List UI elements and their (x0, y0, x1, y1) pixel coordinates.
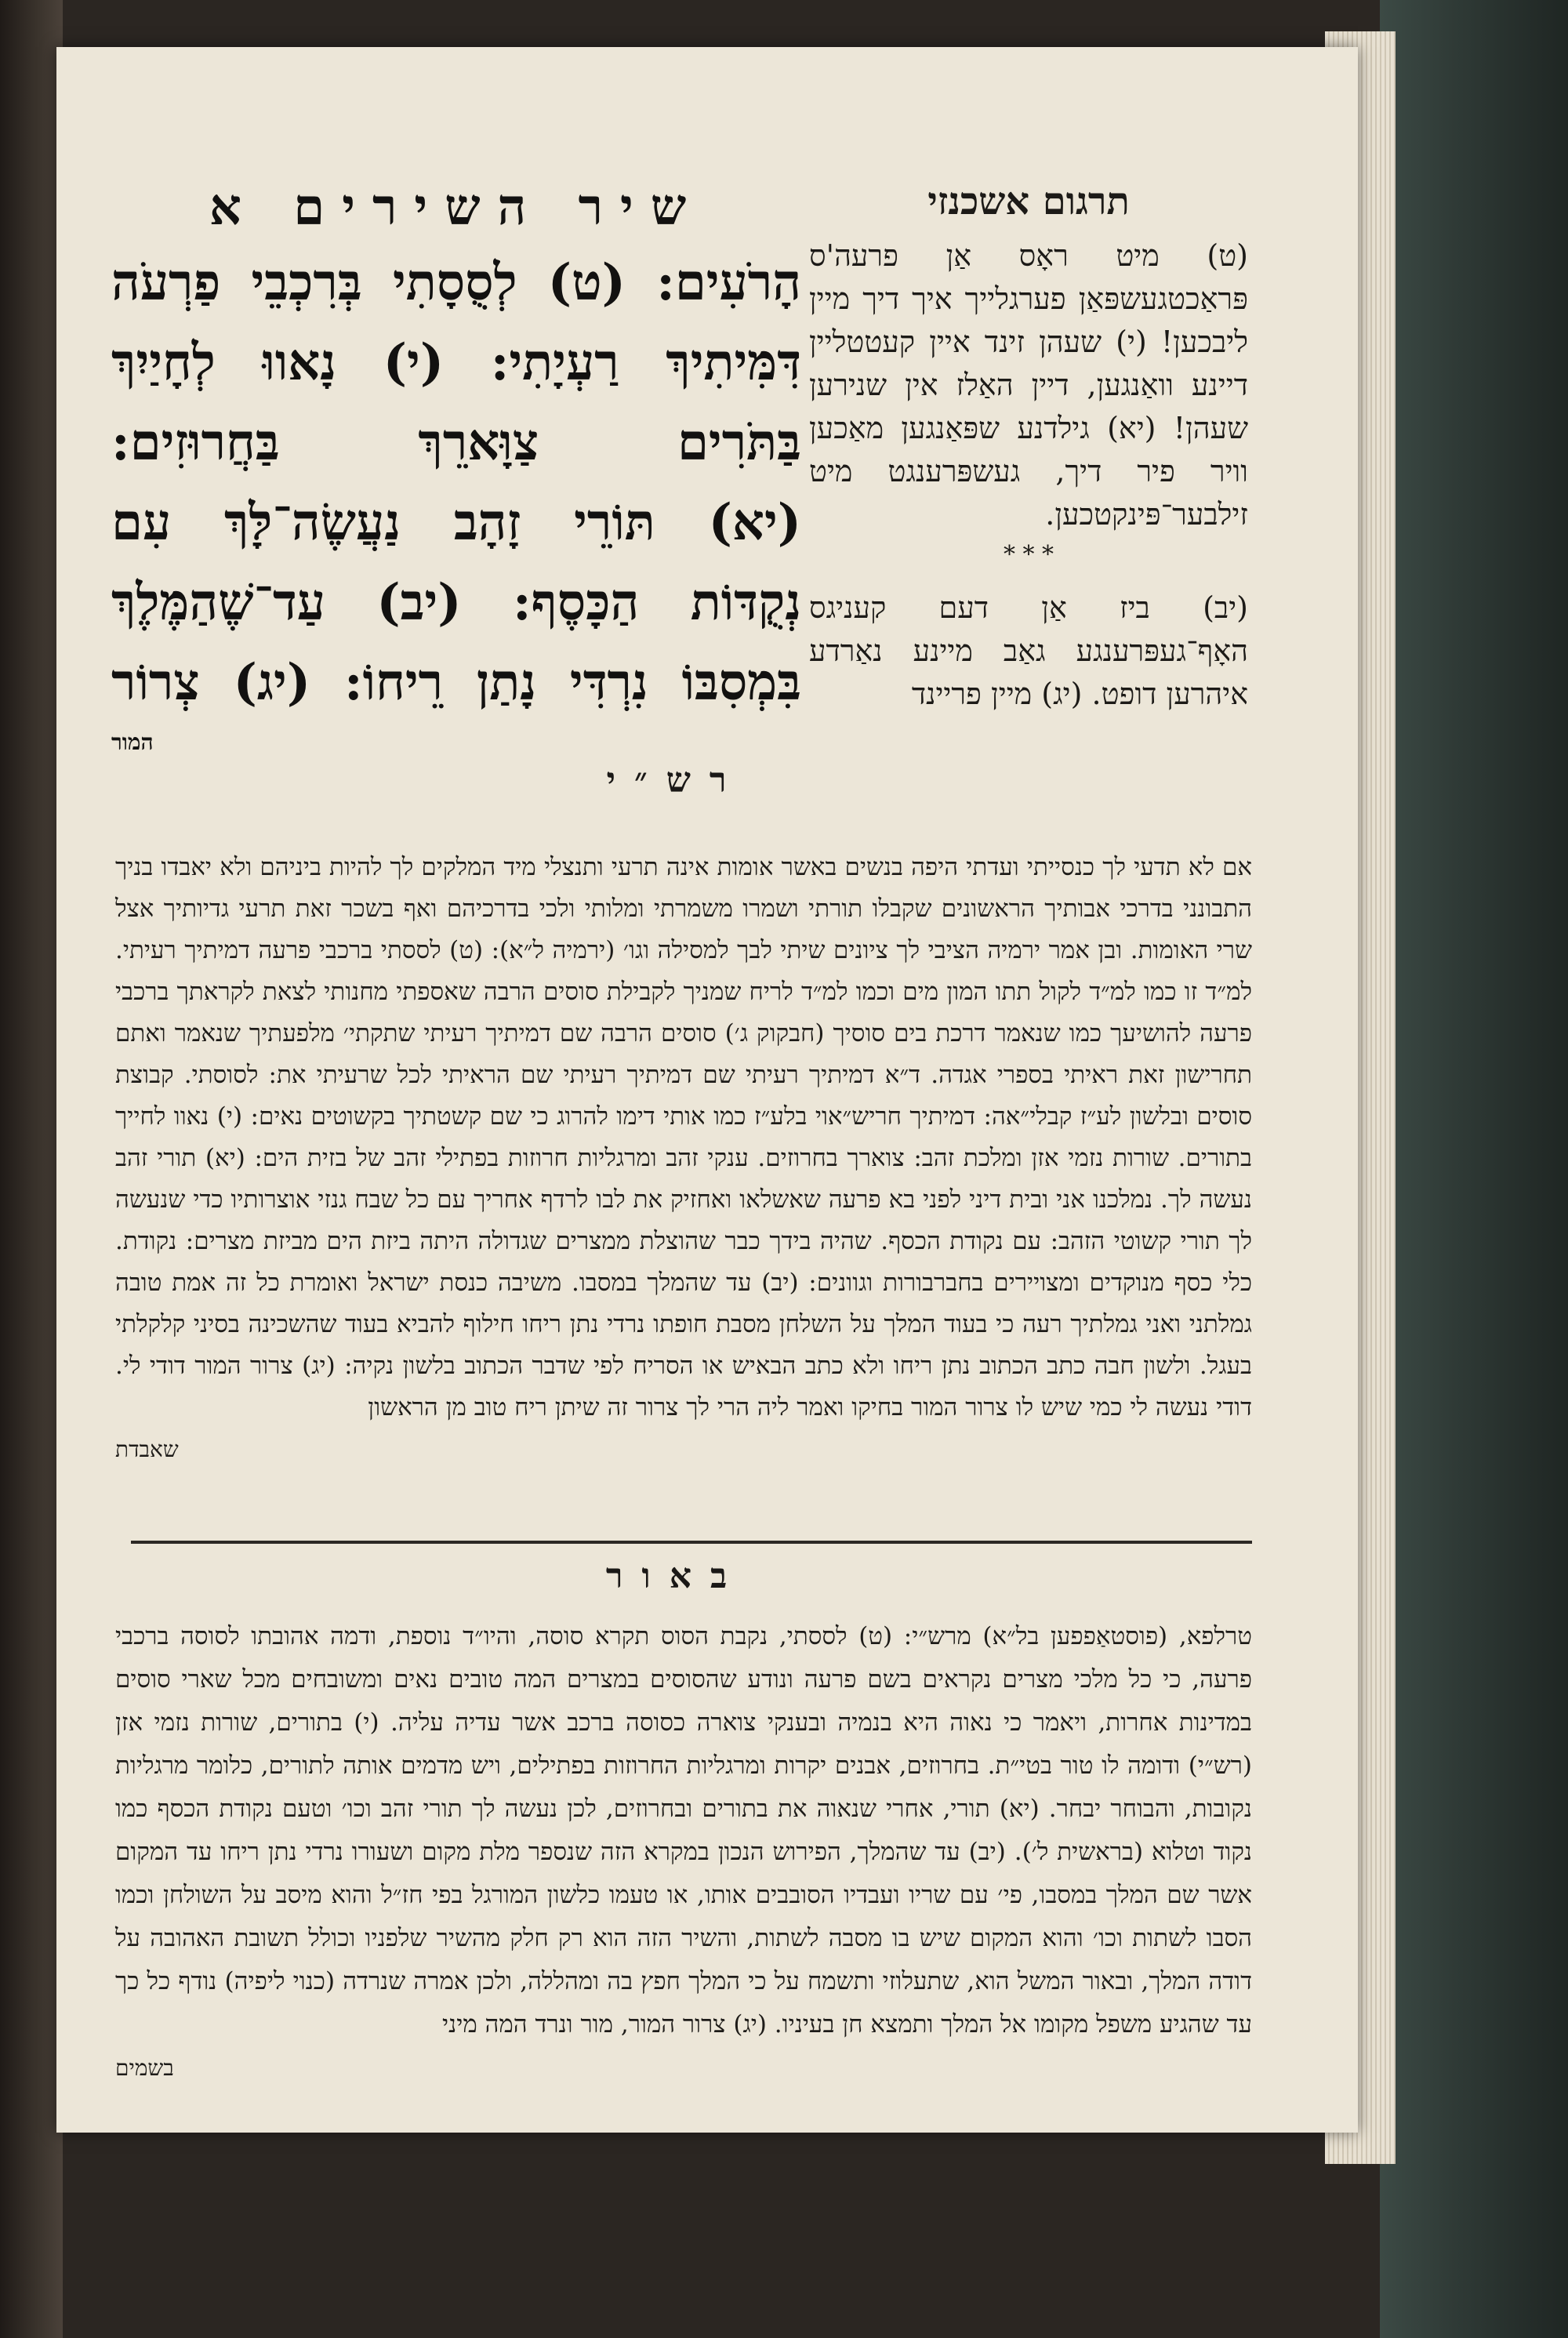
scripture-line: בִּמְסִבּוֹ נִרְדִּי נָתַן רֵיחוֹ: (יג) צְרוֹר (111, 653, 801, 712)
targum-paragraph: (ט) מיט ראָס אַן פרעה'ס פּראַכטגעשפּאַן פערגלייך איך דיך מיין ליבכען! (י) שעהן זינד איין קעטטליין דיינע וואַנגען, דיין האַלז אין שנירען שעהן! (יא) גילדנע שפּאַנגען מאַכען וויר פיר דיך, געשפּרענגט מיט זילבער־פּינקטכען. (809, 238, 1248, 532)
biur-commentary (115, 1615, 1252, 2089)
scripture-line: דִּמִּיתִיךְ רַעְיָתִי: (י) נָאווּ לְחָיַיִךְ (111, 333, 801, 392)
rashi-text: אם לא תדעי לך כנסייתי ועדתי היפה בנשים באשר אומות אינה תרעי ותנצלי מיד המלקים לך להיות ביניהם ולא יאבדו בניך התבונני בדרכי אבותיך הראשונים שקבלו תורתי ושמרו משמרתי ומלותי ולכי בדרכיהם ואף בשכר זאת תרעי גדיותיך אצל שרי האומות. ובן אמר ירמיה הציבי לך ציונים שיתי לבך למסילה וגו׳ (ירמיה ל״א): (ט) לססתי ברכבי פרעה דמיתיך רעיתי. למ״ד זו כמו למ״ד לקול תתו המון מים וכמו למ״ד לריח שמניך לקבילת סוסים הרבה שאספתי מחנותי לצאת לקראתך ברכבי פרעה להושיעך כמו שנאמר דרכת בים סוסיך (חבקוק ג׳) סוסים הרבה שם דמיתיך רעיתי שתקתי׳ מלפעתיך שנאמר ואתם תחרישון זאת ראיתי בספרי אגדה. ד״א דמיתיך רעיתי שם דמיתיך רעיתי שם הראיתי לכל שרעיתי את: לסוסתי. קבוצת סוסים ובלשון לע״ז קבלי״אה: דמיתיך חריש״אוי בלע״ז כמו אותי דימו להרוג כי שם קשטתיך בקשוטים נאים: (י) נאוו לחייך בתורים. שורות נזמי אזן ומלכת זהב: צוארך בחרוזים. ענקי זהב ומרגליות חרוזות בפתילי זהב של בזית הים: (יא) תורי זהב נעשה לך. נמלכנו אני ובית דיני לפני בא פרעה שאשלאו ואחזיק את לבו לרדף אחריך עם כל שבח גנזי אוצרותיו כדי שנעשה לך תורי קשוטי הזהב: עם נקודת הכסף. שהיה בידך כבר שהוצלת ממצרים שגדולה היתה ביזת הים מביזת מצרים: נקודת. כלי כסף מנוקדים ומצויירים בחברבורות וגוונים: (יב) עד שהמלך במסבו. משיבה כנסת ישראל ואומרת כל זה אמת טובה גמלתני ואני גמלתיך רעה כי בעוד המלך על השלחן מסבת חופתו נרדי נתן ריחו חילוף להביא בעוד שהשכינה בסיני קלקלתי בעגל. ולשון חבה כתב הכתוב נתן ריחו ולא כתב הבאיש או הסריח לפי שדבר הכתוב בלשון נקיה: (יג) צרור המור דודי לי. דודי נעשה לי כמי שיש לו צרור המור בחיקו ואמר ליה הרי לך צרור זה שיתן ריח טוב מן הראשון (115, 853, 1252, 1421)
section-rule (131, 1541, 1252, 1544)
targum-column (809, 180, 1248, 716)
biur-heading: באור (605, 1556, 746, 1596)
scripture-line: (יא) תּוֹרֵי זָהָב נַעֲשֶׂה־לָּךְ עִם (111, 493, 801, 552)
targum-paragraph: (יב) ביז אַן דעם קעניגס האָף־געפּרענגע גאַב מיינע נאַרדע איהרען דופט. (יג) מיין פריינד (809, 590, 1248, 711)
scripture-line: נְקֻדּוֹת הַכָּסֶף: (יב) עַד־שֶׁהַמֶּלֶךְ (111, 573, 801, 632)
catchword: שאבדת (115, 1436, 179, 1462)
biur-text: טרלפא, (פוסטאַפפען בל״א) מרש״י: (ט) לססתי, נקבת הסוס תקרא סוסה, והיו״ד נוספת, ודמה אהובתו לסוסה ברכבי פרעה, כי כל מלכי מצרים נקראים בשם פרעה ונודע שהסוסים במצרים המה טובים נאים ומשובחים מכל שארי סוסים במדינות אחרות, ויאמר כי נאוה היא בנמיה ובענקי צוארה כסוסה ברכב אשר עדיה עליה. (י) בתורים, שורות נזמי אזן (רש״י) ודומה לו טור בטי״ת. בחרוזים, אבנים יקרות ומרגליות החרוזות בפתילים, ויש מדמים אותה לתורים, כלומר מרגליות נקובות, והבוחר יבחר. (יא) תורי, אחרי שנאוה את בתורים ובחרוזים, לכן נעשה לך תורי זהב וכו׳ וטעם נקודת הכסף כמו נקוד וטלוא (בראשית ל׳). (יב) עד שהמלך, הפירוש הנכון במקרא הזה שנספר מלת מקום ושעורו נרדי נתן ריחו עד המקום אשר שם המלך במסבו, פי׳ עם שריו ועבדיו הסובבים אותו, או טעמו כלשון המורגל בפי חז״ל והוא מיסב על השולחן וכמו הסבו לשתות וכו׳ והוא המקום שיש בו מסבה לשתות, והשיר הזה הוא רק חלק מהשיר שלפניו וכולל תשובת האהובה על דודה המלך, ובאור המשל הוא, שתעלוזי ותשמח על כי המלך חפץ בה ומהללה, ולכן אמרה שנרדה (כנוי ליפיה) נודף כל כך עד שהגיע משפל מקומו אל המלך ותמצא חן בעיניו. (יג) צרור המור, מור ונרד המה מיני (115, 1622, 1252, 2038)
running-title: שיר השירים א (209, 178, 704, 237)
catchword: בשמים (115, 2055, 174, 2081)
book-binding-right (1380, 0, 1568, 2338)
rashi-commentary (115, 847, 1252, 1470)
rashi-heading: רש״י (606, 761, 746, 801)
book-binding-left (0, 0, 63, 2338)
scripture-column (111, 172, 801, 756)
scripture-line: בַּתֹּרִים צַוָּארֵךְ בַּחֲרוּזִים: (111, 413, 801, 472)
catchword: המור (111, 729, 154, 755)
targum-header: תרגום אשכנזי (927, 180, 1130, 223)
section-divider-stars: * * * (1003, 541, 1054, 568)
book-page (56, 47, 1358, 2133)
scripture-line: הָרֹעִים: (ט) לְסֻסָתִי בְּרִכְבֵי פַרְעֹה (111, 253, 801, 312)
